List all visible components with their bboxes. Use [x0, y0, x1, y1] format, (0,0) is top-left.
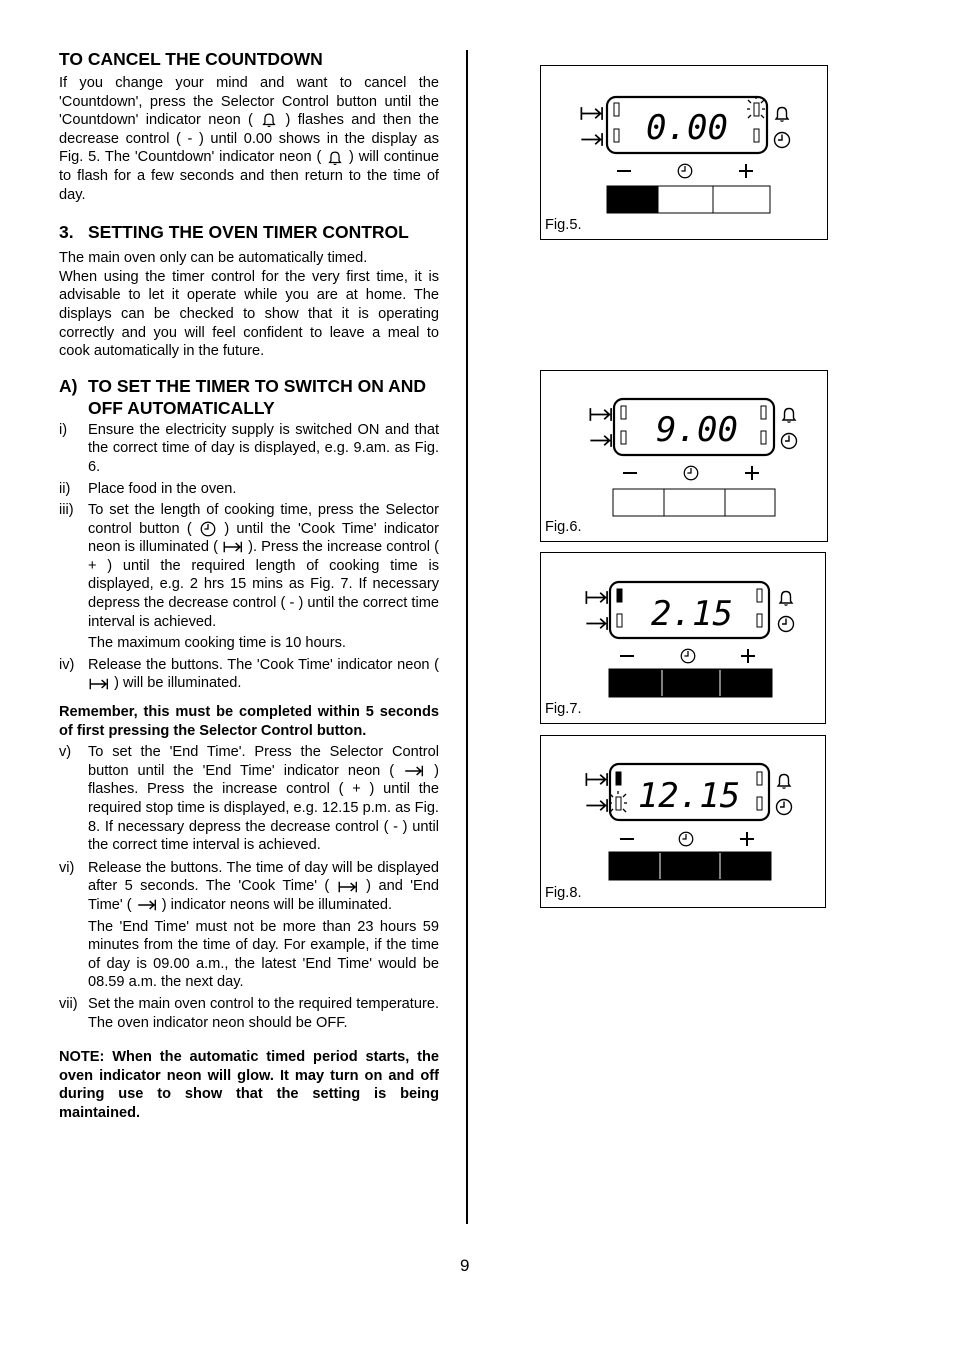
figure-8 [540, 735, 826, 908]
plus-icon [740, 832, 754, 846]
figure-caption: Fig.8. [545, 885, 582, 901]
step-i: i) Ensure the electricity supply is switched ON and that the correct time of day is displayed, e.g. 9.am. as Fig. 6. [59, 421, 439, 475]
neon-clock [761, 431, 766, 444]
figure-6 [540, 370, 828, 542]
bell-icon [783, 409, 795, 423]
section-3-intro: The main oven only can be automatically timed. [59, 250, 368, 267]
minus-button[interactable] [609, 669, 662, 697]
neon-cook [621, 406, 626, 419]
neon-clock [757, 797, 762, 810]
cook-time-icon [88, 677, 110, 691]
clock-icon [678, 164, 692, 178]
cancel-heading: TO CANCEL THE COUNTDOWN [59, 49, 323, 69]
column-divider [466, 50, 468, 1224]
neon-cook-lit [617, 589, 622, 602]
step-vii: vii) Set the main oven control to the required temperature. The oven indicator neon should be OFF. [59, 995, 439, 1031]
timer-panel [541, 66, 829, 241]
cook-time-icon [337, 880, 359, 894]
end-time-icon [590, 434, 611, 447]
plus-icon [741, 649, 755, 663]
end-time-icon [581, 133, 602, 146]
selector-button[interactable] [663, 669, 720, 697]
selector-button[interactable] [658, 186, 713, 213]
neon-cook-lit [616, 772, 621, 785]
end-time-icon [136, 898, 158, 912]
end-time-icon [586, 617, 607, 630]
neon-cook [614, 103, 619, 116]
bell-icon [780, 592, 792, 606]
timer-panel [541, 371, 829, 543]
max-cooking-time: The maximum cooking time is 10 hours. [88, 635, 346, 652]
text-column [59, 48, 439, 1123]
neon-clock [757, 614, 762, 627]
section-3-heading: 3. SETTING THE OVEN TIMER CONTROL [59, 222, 409, 243]
page-number: 9 [460, 1256, 470, 1275]
figure-5 [540, 65, 828, 240]
timer-panel [541, 553, 827, 725]
plus-icon [739, 164, 753, 178]
end-time-icon [403, 764, 425, 778]
display-readout: 0.00 [646, 108, 728, 148]
remember-note: Remember, this must be completed within 5 seconds of first pressing the Selector Control button. [59, 704, 439, 739]
figure-caption: Fig.5. [545, 217, 582, 233]
timer-panel [541, 736, 827, 909]
neon-end [617, 614, 622, 627]
clock-icon [777, 800, 792, 815]
figure-7 [540, 552, 826, 724]
clock-icon [782, 434, 797, 449]
bell-icon [776, 108, 788, 122]
neon-end [621, 431, 626, 444]
plus-icon [745, 466, 759, 480]
bell-icon [326, 149, 344, 167]
cook-time-icon [586, 591, 607, 604]
note: NOTE: When the automatic timed period starts, the oven indicator neon will glow. It may turn on and off during use to show that the setting is being maintained. [59, 1049, 439, 1121]
clock-icon [779, 617, 794, 632]
step-ii: ii) Place food in the oven. [59, 480, 237, 497]
clock-icon [199, 520, 217, 538]
selector-button[interactable] [661, 852, 720, 880]
cook-time-icon [581, 107, 602, 120]
cook-time-icon [590, 408, 611, 421]
figure-caption: Fig.6. [545, 519, 582, 535]
cook-time-icon [222, 540, 244, 554]
display-readout: 9.00 [656, 410, 738, 450]
cook-time-icon [586, 773, 607, 786]
clock-icon [775, 133, 790, 148]
clock-icon [679, 832, 693, 846]
step-iii: iii) To set the length of cooking time, press the Selector control button ( ) until the 'Cook Time' indicator neon is illuminated ( ). Press the increase control ( + ) until the required length of cooking time is displayed, e.g. 2 hrs 15 mins as Fig. 7. If necessary depress the decrease control ( - ) until the correct time interval is achieved. [59, 502, 439, 630]
plus-button[interactable] [721, 669, 772, 697]
figure-caption: Fig.7. [545, 701, 582, 717]
minus-button[interactable] [609, 852, 660, 880]
flash-rays [609, 791, 627, 812]
minus-button[interactable] [613, 489, 664, 516]
neon-end [616, 797, 621, 810]
clock-icon [684, 466, 698, 480]
display-readout: 12.15 [637, 776, 741, 816]
section-a-heading: A) TO SET THE TIMER TO SWITCH ON AND OFF AUTOMATICALLY [59, 375, 427, 418]
step-vi: vi) Release the buttons. The time of day will be displayed after 5 seconds. The 'Cook Time' ( ) and 'End Time' ( ) indicator neons will be illuminated. [59, 859, 439, 913]
plus-button[interactable] [721, 852, 771, 880]
end-time-limit: The 'End Time' must not be more than 23 hours 59 minutes from the time of day. For example, if the time of day is 09.00 a.m., the latest 'End Time' would be 08.59 a.m. the next day. [88, 918, 439, 991]
selector-button[interactable] [664, 489, 725, 516]
neon-countdown [757, 589, 762, 602]
minus-button[interactable] [607, 186, 658, 213]
neon-countdown [754, 103, 759, 116]
neon-countdown [761, 406, 766, 419]
end-time-icon [586, 799, 607, 812]
display-readout: 2.15 [651, 594, 733, 634]
clock-icon [681, 649, 695, 663]
neon-end [614, 129, 619, 142]
neon-clock [754, 129, 759, 142]
bell-icon [778, 775, 790, 789]
step-v: v) To set the 'End Time'. Press the Selector Control button until the 'End Time' indicator neon ( ) flashes. Press the increase control ( + ) until the required stop time is displayed, e.g. 12.15 p.m. as Fig. 8. If necessary depress the decrease control ( - ) until the correct time interval is achieved. [59, 744, 439, 854]
plus-button[interactable] [725, 489, 775, 516]
neon-countdown [757, 772, 762, 785]
cancel-paragraph: If you change your mind and want to cancel the 'Countdown', press the Selector Control button until the 'Countdown' indicator neon ( ) flashes and then the decrease control ( - ) until 0.00 shows in the display as Fig. 5. The 'Countdown' indicator neon ( ) will continue to flash for a few seconds and then return to the time of day. [59, 75, 439, 203]
plus-button[interactable] [713, 186, 770, 213]
step-iv: iv) Release the buttons. The 'Cook Time' indicator neon ( ) will be illuminated. [59, 656, 439, 692]
section-3-advice: When using the timer control for the very first time, it is advisable to let it operate while you are at home. The displays can be checked to show that it is operating correctly and you will feel confident to leave a meal to cook automatically in the future. [59, 268, 439, 360]
bell-icon [260, 111, 278, 129]
